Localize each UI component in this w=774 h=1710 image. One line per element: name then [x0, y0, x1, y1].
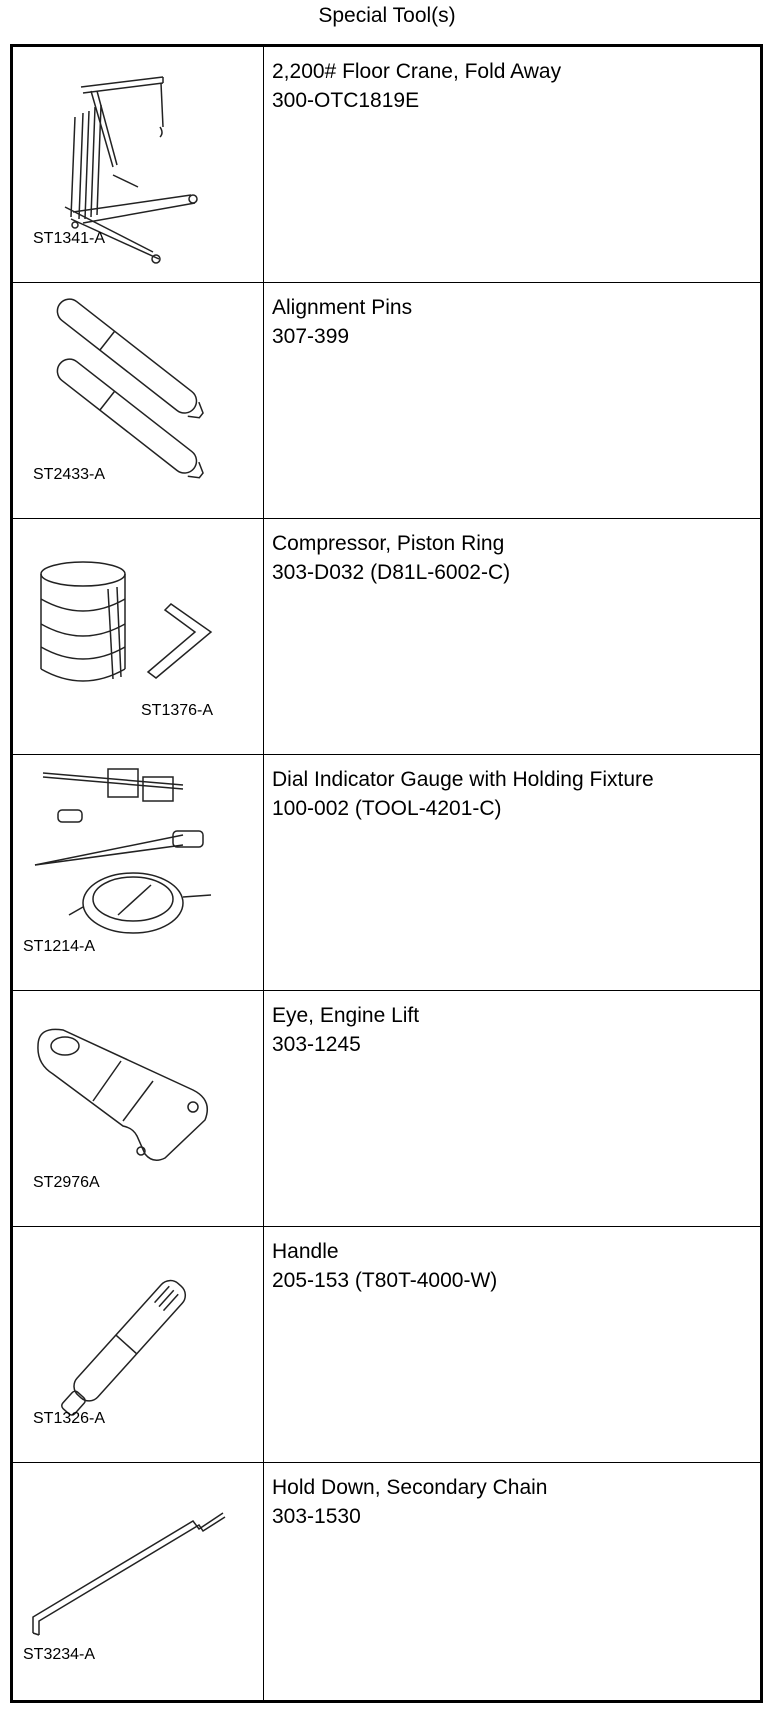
table-row — [13, 1227, 760, 1463]
image-code: ST2976A — [33, 1174, 100, 1191]
tool-description — [272, 57, 561, 115]
tool-image-cell — [13, 991, 264, 1226]
tool-number: 205-153 (T80T-4000-W) — [272, 1269, 498, 1292]
table-row — [13, 991, 760, 1227]
tool-name: Alignment Pins — [272, 296, 413, 319]
tool-number: 100-002 (TOOL-4201-C) — [272, 797, 502, 820]
tool-image-cell — [13, 283, 264, 518]
tool-description — [272, 293, 412, 351]
tool-description — [272, 529, 510, 587]
tool-description — [272, 765, 654, 823]
tool-description — [272, 1473, 547, 1531]
table-row — [13, 519, 760, 755]
tool-description — [272, 1001, 419, 1059]
page-title: Special Tool(s) — [318, 4, 456, 27]
special-tools-table — [10, 44, 763, 1703]
tool-name: Compressor, Piston Ring — [272, 532, 505, 555]
tool-image-cell — [13, 1463, 264, 1700]
tool-name: Eye, Engine Lift — [272, 1004, 420, 1027]
tool-image-cell — [13, 519, 264, 754]
tool-image-cell — [13, 1227, 264, 1462]
image-code: ST1326-A — [33, 1410, 106, 1427]
tool-name: Hold Down, Secondary Chain — [272, 1476, 548, 1499]
piston-ring-compressor-icon — [13, 519, 263, 754]
image-code: ST1376-A — [141, 702, 214, 719]
table-row — [13, 283, 760, 519]
tool-description — [272, 1237, 497, 1295]
tool-name: Handle — [272, 1240, 339, 1263]
image-code: ST1341-A — [33, 230, 106, 247]
tool-name: Dial Indicator Gauge with Holding Fixture — [272, 768, 654, 791]
tool-number: 303-1245 — [272, 1033, 361, 1056]
tool-number: 307-399 — [272, 325, 350, 348]
image-code: ST2433-A — [33, 466, 106, 483]
table-row — [13, 1463, 760, 1700]
image-code: ST1214-A — [23, 938, 96, 955]
tool-image-cell — [13, 47, 264, 282]
tool-name: 2,200# Floor Crane, Fold Away — [272, 60, 562, 83]
table-row — [13, 47, 760, 283]
tool-number: 303-D032 (D81L-6002-C) — [272, 561, 511, 584]
table-row — [13, 755, 760, 991]
tool-number: 300-OTC1819E — [272, 89, 420, 112]
tool-image-cell — [13, 755, 264, 990]
tool-number: 303-1530 — [272, 1505, 361, 1528]
image-code: ST3234-A — [23, 1646, 96, 1663]
